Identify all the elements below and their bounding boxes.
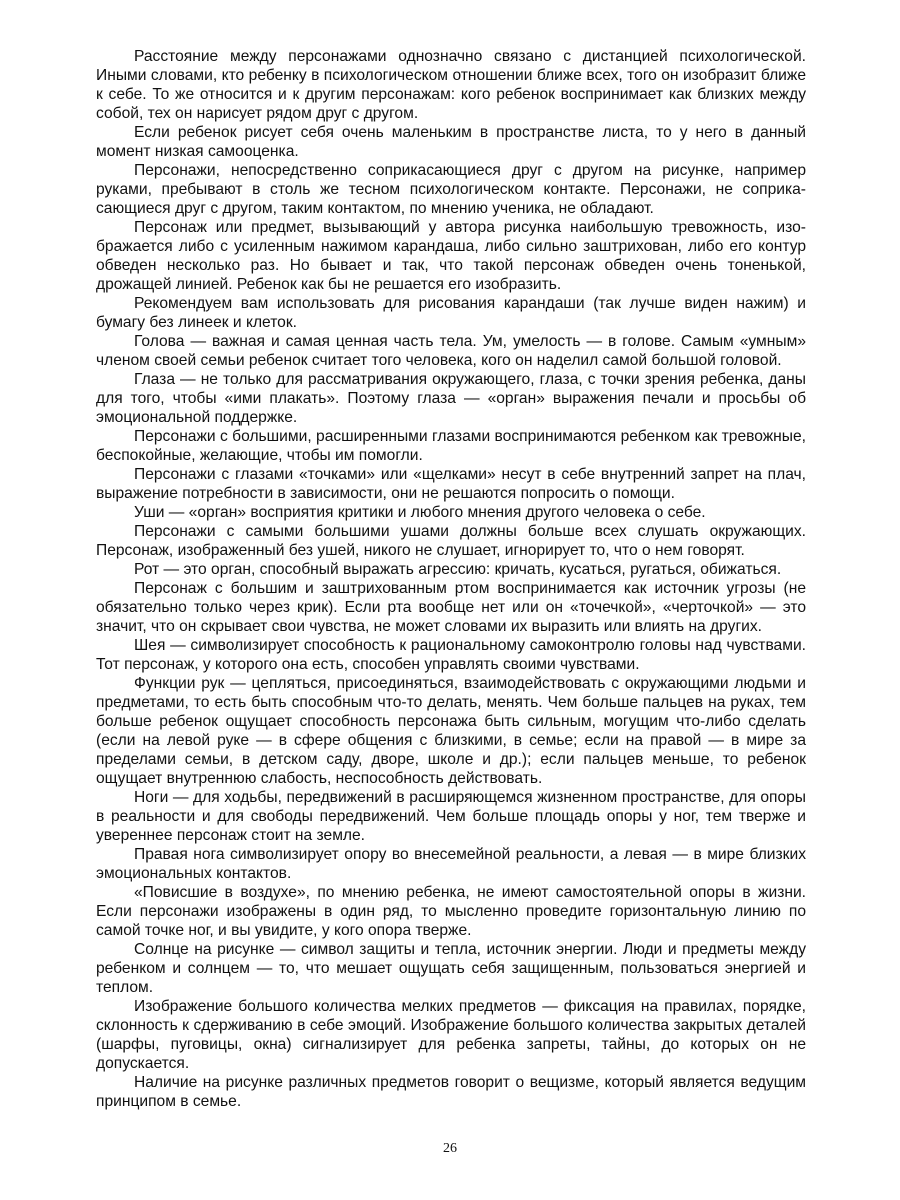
paragraph-neck: Шея — символизирует способность к рациональному самоконтролю головы над чувствами. Тот персонаж, у которого она есть, способен управлять своими чувствами. bbox=[96, 637, 806, 673]
paragraph-dot-eyes: Персонажи с глазами «точками» или «щелками» несут в себе внутренний запрет на плач, выражение потребности в зависимости, они не решаются попросить о помощи. bbox=[96, 466, 806, 502]
paragraph-right-leg: Правая нога символизирует опору во внесемейной реальности, а левая — в мире близких эмоциональных контактов. bbox=[96, 846, 806, 882]
paragraph-pencils: Рекомендуем вам использовать для рисования карандаши (так лучше виден нажим) и бумагу без линеек и клеток. bbox=[96, 295, 806, 331]
paragraph-sun: Солнце на рисунке — символ защиты и тепла, источник энергии. Люди и предметы между ребенком и солнцем — то, что мешает ощущать себя защищенным, пользоваться энергией и теплом. bbox=[96, 941, 806, 996]
paragraph-self-size: Если ребенок рисует себя очень маленьким в пространстве листа, то у него в данный момент низкая самооценка. bbox=[96, 124, 806, 160]
paragraph-hanging: «Повисшие в воздухе», по мнению ребенка, не имеют самостоятельной опоры в жизни. Если персонажи изображены в один ряд, то мысленно проведите горизонтальную линию по самой точке ног, и вы увидите, у кого опора тверже. bbox=[96, 884, 806, 939]
paragraph-anxiety: Персонаж или предмет, вызывающий у автора рисунка наибольшую тревожность, изображается либо с усиленным нажимом карандаша, либо сильно заштрихован, либо его контур обведен несколько раз. Но бывает и так, что такой персонаж обведен очень тоненькой, дрожащей линией. Ребенок как бы не решается его изобразить. bbox=[96, 219, 806, 293]
paragraph-eyes: Глаза — не только для рассматривания окружающего, глаза, с точки зрения ребенка, даны для того, чтобы «ими плакать». Поэтому глаза — «орган» выражения печали и просьбы об эмоциональной поддержке. bbox=[96, 371, 806, 426]
paragraph-head: Голова — важная и самая ценная часть тела. Ум, умелость — в голове. Самым «умным» членом своей семьи ребенок считает того человека, кого он наделил самой большой головой. bbox=[96, 333, 806, 369]
paragraph-ears: Уши — «орган» восприятия критики и любого мнения другого человека о себе. bbox=[134, 504, 706, 521]
paragraph-mouth: Рот — это орган, способный выражать агрессию: кричать, кусаться, ругаться, обижаться. bbox=[134, 561, 782, 578]
paragraph-hands: Функции рук — цепляться, присоединяться, взаимодействовать с окружающими людьми и предметами, то есть быть способным что-то делать, менять. Чем больше пальцев на руках, тем больше ребенок ощущает способность персонажа быть сильным, могущим что-либо сделать (если на левой руке — в сфере общения с близкими, в семье; если на правой — в мире за пределами семьи, в детском саду, дворе, школе и др.); если пальцев меньше, то ребенок ощущает внутреннюю слабость, неспособность действовать. bbox=[96, 675, 806, 787]
paragraph-big-mouth: Персонаж с большим и заштрихованным ртом воспринимается как источник угрозы (не обязательно только через крик). Если рта вообще нет или он «точечкой», «черточкой» — это значит, что он скрывает свои чувства, не может словами их выразить или влиять на других. bbox=[96, 580, 806, 635]
paragraph-legs: Ноги — для ходьбы, передвижений в расширяющемся жизненном пространстве, для опоры в реальности и для свободы передвижений. Чем больше площадь опоры у ног, тем тверже и увереннее персонаж стоит на земле. bbox=[96, 789, 806, 844]
paragraph-small-objects: Изображение большого количества мелких предметов — фиксация на правилах, порядке, склонность к сдерживанию в себе эмоций. Изображение большого количества закрытых деталей (шарфы, пуговицы, окна) сигнализирует для ребенка запреты, тайны, до которых он не допускается. bbox=[96, 998, 806, 1072]
page-number: 26 bbox=[443, 1141, 457, 1156]
paragraph-distance: Расстояние между персонажами однозначно связано с дистанцией психологической. Иными словами, кто ребенку в психологическом отношении ближе всех, того он изобразит ближе к себе. То же относится и к другим персонажам: кого ребенок воспринимает как близких между собой, тех он нарисует рядом друг с другом. bbox=[96, 48, 806, 122]
paragraph-big-ears: Персонажи с самыми большими ушами должны больше всех слушать окружающих. Персонаж, изображенный без ушей, никого не слушает, игнорирует то, что о нем говорят. bbox=[96, 523, 806, 559]
paragraph-materialism: Наличие на рисунке различных предметов говорит о вещизме, который является ведущим принципом в семье. bbox=[96, 1074, 806, 1110]
page-body bbox=[96, 47, 806, 1111]
paragraph-contact: Персонажи, непосредственно соприкасающиеся друг с другом на рисунке, например руками, пребывают в столь же тесном психологическом контакте. Персонажи, не соприкасающиеся друг с другом, таким контактом, по мнению ученика, не обладают. bbox=[96, 162, 806, 217]
paragraph-big-eyes: Персонажи с большими, расширенными глазами воспринимаются ребенком как тревожные, беспокойные, желающие, чтобы им помогли. bbox=[96, 428, 806, 464]
